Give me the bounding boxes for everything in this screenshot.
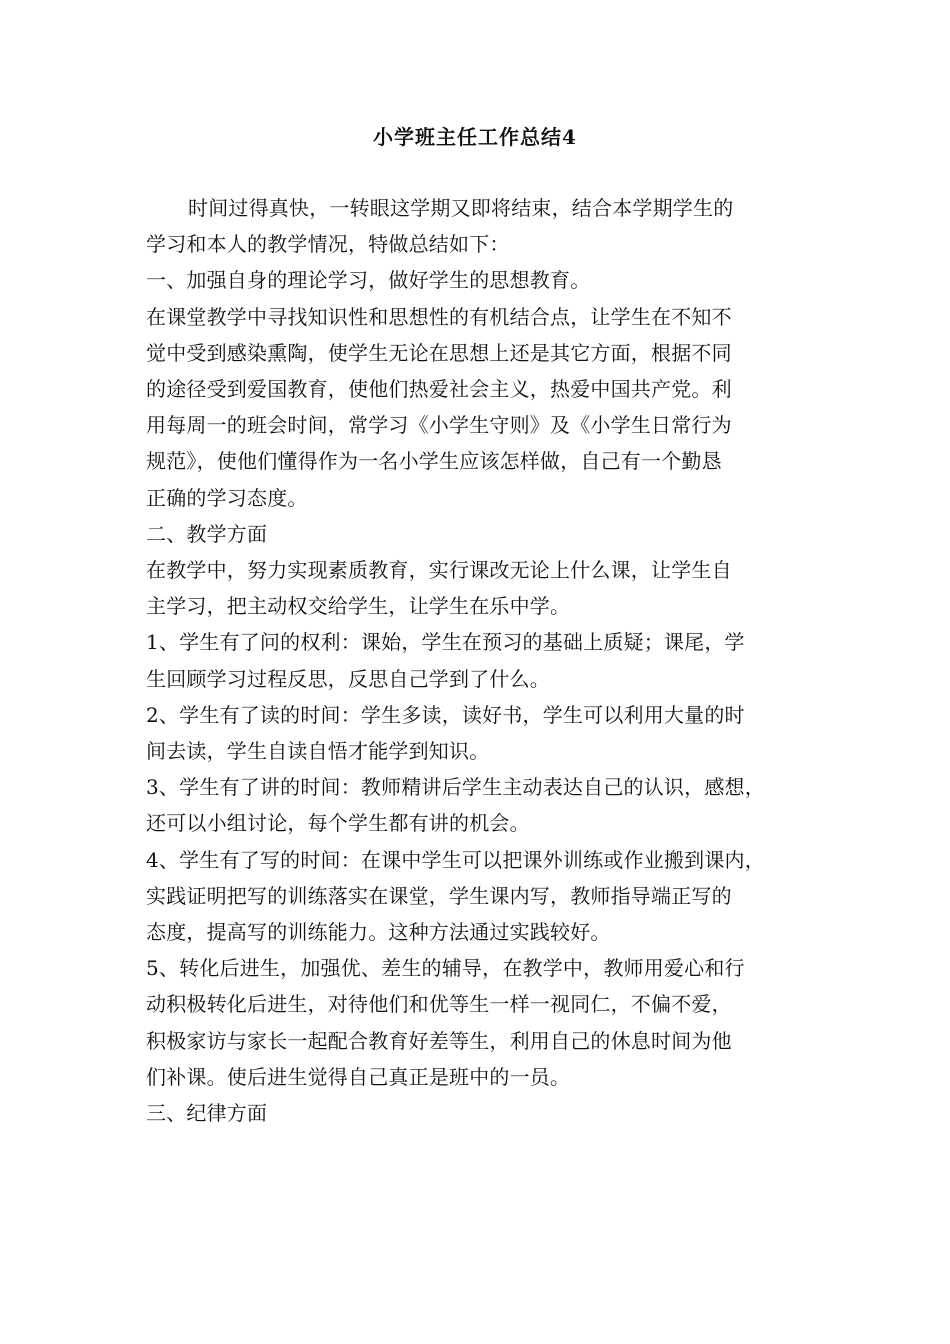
list-item-line: 3、学生有了讲的时间：教师精讲后学生主动表达自己的认识，感想， — [146, 775, 765, 800]
paragraph-line: 正确的学习态度。 — [146, 485, 308, 510]
list-item-line: 1、学生有了问的权利：课始，学生在预习的基础上质疑；课尾，学 — [146, 630, 745, 655]
list-item-line: 生回顾学习过程反思，反思自己学到了什么。 — [146, 666, 550, 691]
document-body — [146, 190, 811, 1131]
paragraph-line: 学习和本人的教学情况，特做总结如下： — [146, 232, 510, 257]
list-item-line: 动积极转化后进生，对待他们和优等生一样一视同仁，不偏不爱， — [146, 992, 732, 1017]
paragraph-line: 的途径受到爱国教育，使他们热爱社会主义，热爱中国共产党。利 — [146, 377, 732, 402]
list-item-line: 实践证明把写的训练落实在课堂，学生课内写，教师指导端正写的 — [146, 883, 732, 908]
list-item-line: 4、学生有了写的时间：在课中学生可以把课外训练或作业搬到课内， — [146, 847, 765, 872]
list-item-line: 还可以小组讨论，每个学生都有讲的机会。 — [146, 811, 530, 836]
list-item-line: 态度，提高写的训练能力。这种方法通过实践较好。 — [146, 920, 611, 945]
paragraph-line: 觉中受到感染熏陶，使学生无论在思想上还是其它方面，根据不同 — [146, 340, 732, 365]
list-item-line: 积极家访与家长一起配合教育好差等生，利用自己的休息时间为他 — [146, 1028, 732, 1053]
list-item-line: 们补课。使后进生觉得自己真正是班中的一员。 — [146, 1064, 571, 1089]
section-heading: 一、加强自身的理论学习，做好学生的思想教育。 — [146, 268, 591, 293]
list-item-line: 2、学生有了读的时间：学生多读，读好书，学生可以利用大量的时 — [146, 702, 745, 727]
section-heading: 二、教学方面 — [146, 521, 268, 546]
list-item-line: 5、转化后进生，加强优、差生的辅导，在教学中，教师用爱心和行 — [146, 956, 745, 981]
paragraph-line: 规范》，使他们懂得作为一名小学生应该怎样做，自己有一个勤恳 — [146, 449, 722, 474]
paragraph-line: 主学习，把主动权交给学生，让学生在乐中学。 — [146, 594, 571, 619]
paragraph-line: 时间过得真快，一转眼这学期又即将结束，结合本学期学生的 — [188, 196, 734, 220]
document-title: 小学班主任工作总结4 — [373, 125, 577, 149]
paragraph-line: 用每周一的班会时间，常学习《小学生守则》及《小学生日常行为 — [146, 413, 732, 438]
paragraph-line: 在教学中，努力实现素质教育，实行课改无论上什么课，让学生自 — [146, 558, 732, 583]
list-item-line: 间去读，学生自读自悟才能学到知识。 — [146, 739, 490, 764]
section-heading: 三、纪律方面 — [146, 1101, 268, 1126]
paragraph-line: 在课堂教学中寻找知识性和思想性的有机结合点，让学生在不知不 — [146, 304, 732, 329]
